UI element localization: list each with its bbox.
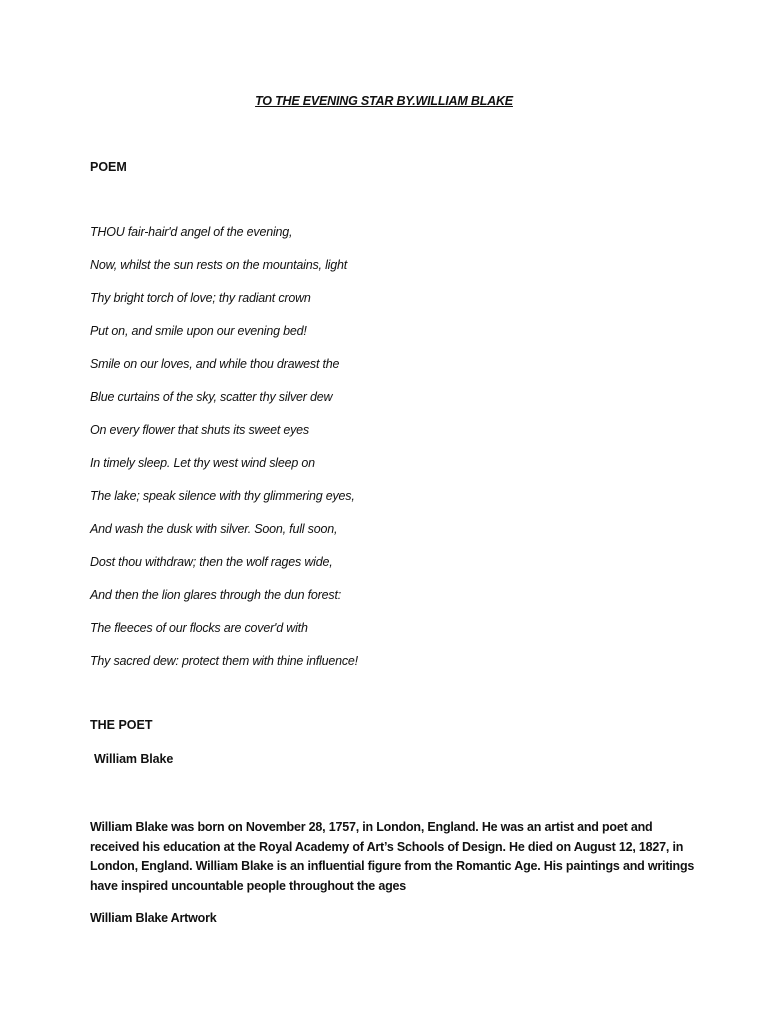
document-title: TO THE EVENING STAR BY.WILLIAM BLAKE bbox=[255, 94, 513, 108]
biography-line: received his education at the Royal Academy of Art’s Schools of Design. He died on August 12, 1827, in bbox=[90, 839, 684, 854]
poem-line: Thy bright torch of love; thy radiant crown bbox=[90, 291, 311, 305]
biography-line: have inspired uncountable people throughout the ages bbox=[90, 878, 407, 893]
poem-body bbox=[90, 225, 690, 687]
poem-line: And then the lion glares through the dun forest: bbox=[90, 588, 341, 602]
poem-line: Thy sacred dew: protect them with thine influence! bbox=[90, 654, 358, 668]
artwork-heading: William Blake Artwork bbox=[90, 911, 217, 925]
poem-line: On every flower that shuts its sweet eyes bbox=[90, 423, 309, 437]
poet-biography bbox=[90, 818, 695, 896]
poem-line: Blue curtains of the sky, scatter thy silver dew bbox=[90, 390, 333, 404]
poem-line: THOU fair-hair'd angel of the evening, bbox=[90, 225, 293, 239]
poem-line: And wash the dusk with silver. Soon, full soon, bbox=[90, 522, 338, 536]
poem-line: Dost thou withdraw; then the wolf rages wide, bbox=[90, 555, 333, 569]
poem-line: The lake; speak silence with thy glimmering eyes, bbox=[90, 489, 355, 503]
biography-line: London, England. William Blake is an influential figure from the Romantic Age. His paintings and writings bbox=[90, 859, 695, 873]
poet-heading: THE POET bbox=[90, 718, 153, 732]
poem-line: The fleeces of our flocks are cover'd with bbox=[90, 621, 308, 635]
poem-line: In timely sleep. Let thy west wind sleep on bbox=[90, 456, 315, 470]
poem-line: Smile on our loves, and while thou drawest the bbox=[90, 357, 340, 371]
poem-line: Put on, and smile upon our evening bed! bbox=[90, 324, 307, 338]
poem-line: Now, whilst the sun rests on the mountains, light bbox=[90, 258, 348, 272]
biography-line: William Blake was born on November 28, 1757, in London, England. He was an artist and poet and bbox=[90, 820, 653, 834]
poem-heading: POEM bbox=[90, 160, 127, 174]
poet-name: William Blake bbox=[94, 752, 174, 766]
